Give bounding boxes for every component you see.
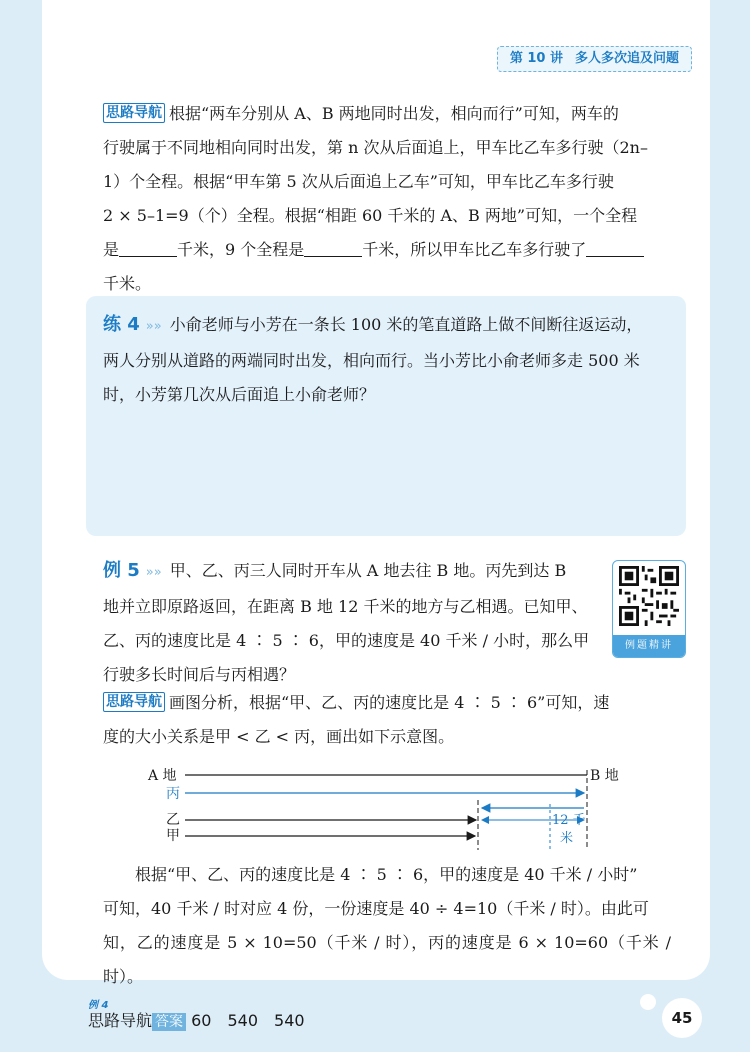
text-line: 千米。 bbox=[103, 274, 152, 293]
guide-tag: 思路导航 bbox=[103, 103, 165, 123]
text-line: 画图分析，根据“甲、乙、丙的速度比是 4 ∶ 5 ∶ 6”可知，速 bbox=[169, 693, 610, 712]
text-line-blanks bbox=[103, 233, 671, 267]
answer-blank bbox=[586, 240, 644, 257]
answer-blank bbox=[119, 240, 177, 257]
guide-paragraph-1 bbox=[103, 97, 671, 301]
deco-bubble bbox=[640, 994, 656, 1010]
distance-label: 12 千 bbox=[552, 813, 586, 828]
text-seg: 千米，9 个全程是 bbox=[177, 240, 305, 259]
footer-example-ref: 例 4 bbox=[88, 1000, 109, 1011]
qr-code-card[interactable] bbox=[612, 560, 686, 658]
qr-code-icon bbox=[619, 566, 679, 626]
yi-label: 乙 bbox=[166, 812, 180, 828]
text-line: 小俞老师与小芳在一条长 100 米的笔直道路上做不间断往返运动， bbox=[169, 315, 643, 334]
text-line: 度的大小关系是甲 < 乙 < 丙，画出如下示意图。 bbox=[103, 727, 455, 746]
lecture-number: 第 10 讲 bbox=[509, 51, 563, 66]
practice-label: 练 4 bbox=[103, 314, 140, 335]
bing-label: 丙 bbox=[166, 786, 180, 802]
text-line: 行驶属于不同地相向同时出发，第 n 次从后面追上，甲车比乙车多行驶（2n– bbox=[103, 138, 648, 157]
text-line: 两人分别从道路的两端同时出发，相向而行。当小芳比小俞老师多走 500 米 bbox=[103, 351, 640, 370]
b-label: B 地 bbox=[590, 768, 619, 784]
chapter-header bbox=[497, 46, 692, 72]
guide-paragraph-2 bbox=[103, 686, 671, 754]
lecture-topic: 多人多次追及问题 bbox=[574, 51, 679, 66]
text-line: 甲、乙、丙三人同时开车从 A 地去往 B 地。丙先到达 B bbox=[169, 561, 567, 580]
chevrons-icon: »» bbox=[145, 565, 162, 580]
footer-answers bbox=[88, 1008, 305, 1031]
text-line: 1）个全程。根据“甲车第 5 次从后面追上乙车”可知，甲车比乙车多行驶 bbox=[103, 172, 614, 191]
example-5 bbox=[103, 554, 603, 692]
text-seg: 是 bbox=[103, 240, 120, 259]
text-line: 行驶多长时间后与丙相遇？ bbox=[103, 665, 296, 684]
text-line: 2 × 5–1=9（个）全程。根据“相距 60 千米的 A、B 两地”可知，一个全程 bbox=[103, 206, 638, 225]
chevrons-icon: »» bbox=[145, 319, 162, 334]
practice-4 bbox=[103, 308, 671, 412]
text-line: 地并立即原路返回，在距离 B 地 12 千米的地方与乙相遇。已知甲、 bbox=[103, 597, 588, 616]
text-line: 知，乙的速度是 5 × 10=50（千米 / 时），丙的速度是 6 × 10=60（千米 / 时）。 bbox=[103, 933, 671, 986]
answer-values: 60 540 540 bbox=[191, 1011, 305, 1030]
text-line: 根据“两车分别从 A、B 两地同时出发，相向而行”可知，两车的 bbox=[169, 104, 619, 123]
text-line: 根据“甲、乙、丙的速度比是 4 ∶ 5 ∶ 6，甲的速度是 40 千米 / 小时” bbox=[135, 865, 638, 884]
text-line: 时，小芳第几次从后面追上小俞老师？ bbox=[103, 385, 376, 404]
distance-unit: 米 bbox=[560, 831, 574, 846]
text-seg: 千米，所以甲车比乙车多行驶了 bbox=[362, 240, 587, 259]
guide-tag: 思路导航 bbox=[103, 692, 165, 712]
answer-blank bbox=[304, 240, 362, 257]
qr-caption: 例题精讲 bbox=[613, 635, 685, 657]
answer-tag: 答案 bbox=[152, 1013, 186, 1031]
example-label: 例 5 bbox=[103, 560, 140, 581]
text-line: 乙、丙的速度比是 4 ∶ 5 ∶ 6，甲的速度是 40 千米 / 小时，那么甲 bbox=[103, 631, 590, 650]
motion-diagram bbox=[140, 760, 620, 860]
jia-label: 甲 bbox=[166, 828, 180, 844]
text-line: 可知，40 千米 / 时对应 4 份，一份速度是 40 ÷ 4=10（千米 / 时）。由此可 bbox=[103, 899, 649, 918]
page-number: 45 bbox=[662, 998, 702, 1038]
footer-label: 思路导航 bbox=[88, 1011, 153, 1030]
calc-paragraph bbox=[103, 858, 671, 994]
a-label: A 地 bbox=[148, 768, 177, 784]
